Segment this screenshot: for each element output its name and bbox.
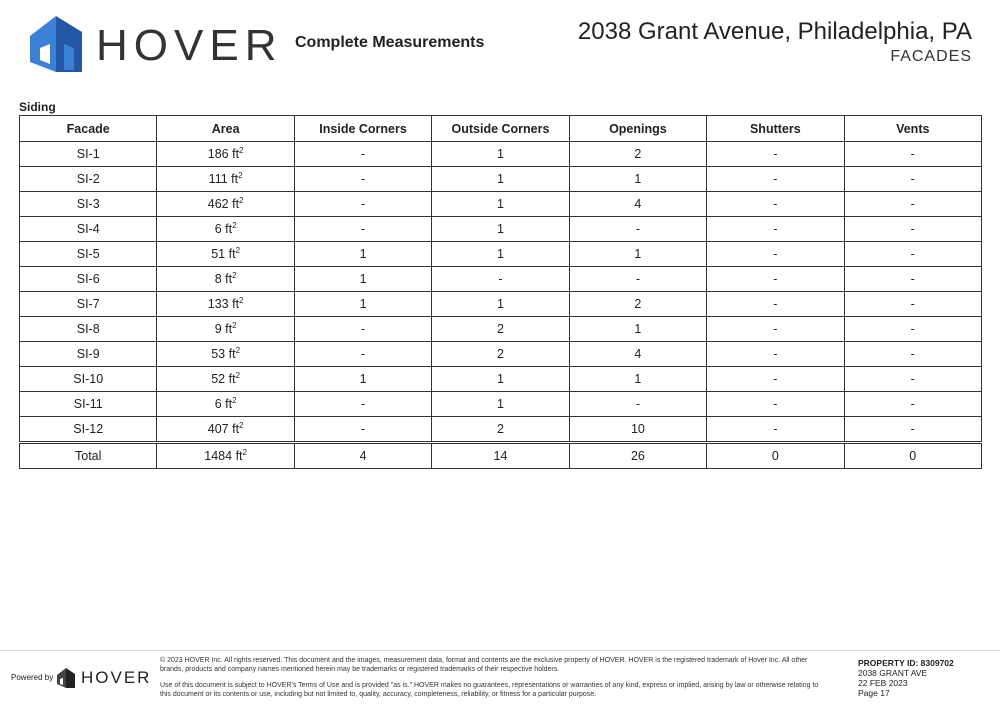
outside-corners-cell: 14 bbox=[432, 443, 569, 469]
shutters-cell: - bbox=[707, 317, 844, 342]
outside-corners-cell: 1 bbox=[432, 167, 569, 192]
table-row bbox=[20, 392, 982, 417]
area-unit-exponent: 2 bbox=[232, 395, 237, 405]
area-unit-exponent: 2 bbox=[235, 345, 241, 355]
area-value: 133 bbox=[207, 297, 229, 311]
inside-corners-cell: - bbox=[294, 142, 431, 167]
facade-cell: SI-3 bbox=[20, 192, 157, 217]
area-unit: ft bbox=[225, 322, 233, 336]
inside-corners-cell: - bbox=[294, 217, 431, 242]
table-row bbox=[20, 217, 982, 242]
area-value: 111 bbox=[208, 172, 228, 186]
table-row bbox=[20, 342, 982, 367]
column-header-vents: Vents bbox=[844, 116, 981, 142]
openings-cell: - bbox=[569, 217, 706, 242]
terms-text: Use of this document is subject to HOVER's Terms of Use and is provided "as is." HOVER makes no guarantees, representations or warranties of any kind, express or implied, arising by law or otherwise relating to this document or its contents or use, including but not limited to, quality, accuracy, completeness, reliability, or fitness for a particular purpose. bbox=[160, 682, 819, 698]
outside-corners-cell: 1 bbox=[432, 242, 569, 267]
table-row bbox=[20, 192, 982, 217]
column-header-inside-corners: Inside Corners bbox=[294, 116, 431, 142]
table-header-row bbox=[20, 116, 982, 142]
area-unit: ft bbox=[228, 347, 236, 361]
area-cell bbox=[157, 242, 294, 267]
hover-footer-logo-icon bbox=[56, 667, 76, 689]
area-cell bbox=[157, 192, 294, 217]
area-value: 407 bbox=[207, 422, 229, 436]
inside-corners-cell: 1 bbox=[294, 242, 431, 267]
facade-cell: SI-11 bbox=[20, 392, 157, 417]
area-unit: ft bbox=[231, 172, 239, 186]
column-header-area: Area bbox=[157, 116, 294, 142]
openings-cell: 10 bbox=[569, 417, 706, 443]
section-name: FACADES bbox=[890, 48, 972, 65]
facade-cell: SI-4 bbox=[20, 217, 157, 242]
report-header bbox=[0, 0, 1000, 90]
column-header-shutters: Shutters bbox=[707, 116, 844, 142]
area-cell bbox=[157, 317, 294, 342]
hover-house-logo-icon bbox=[28, 14, 84, 74]
area-unit: ft bbox=[225, 272, 233, 286]
area-value: 1484 bbox=[204, 449, 233, 463]
siding-section-label: Siding bbox=[19, 100, 56, 114]
area-unit: ft bbox=[228, 247, 236, 261]
column-header-outside-corners: Outside Corners bbox=[432, 116, 569, 142]
property-meta bbox=[858, 658, 954, 698]
area-value: 51 bbox=[211, 247, 226, 261]
openings-cell: 4 bbox=[569, 342, 706, 367]
shutters-cell: - bbox=[707, 292, 844, 317]
table-row bbox=[20, 242, 982, 267]
openings-cell: 1 bbox=[569, 242, 706, 267]
area-unit: ft bbox=[225, 222, 233, 236]
area-unit: ft bbox=[232, 197, 240, 211]
outside-corners-cell: 2 bbox=[432, 317, 569, 342]
facade-cell: SI-7 bbox=[20, 292, 157, 317]
openings-cell: - bbox=[569, 392, 706, 417]
area-unit: ft bbox=[232, 422, 240, 436]
openings-cell: 1 bbox=[569, 167, 706, 192]
area-value: 9 bbox=[214, 322, 222, 336]
area-cell bbox=[157, 417, 294, 443]
footer-divider bbox=[0, 650, 1000, 651]
column-header-openings: Openings bbox=[569, 116, 706, 142]
inside-corners-cell: 4 bbox=[294, 443, 431, 469]
total-row bbox=[20, 443, 982, 469]
area-value: 8 bbox=[214, 272, 222, 286]
area-unit-exponent: 2 bbox=[238, 170, 243, 180]
siding-table bbox=[19, 115, 982, 469]
page-number: Page 17 bbox=[858, 688, 890, 698]
brand-wordmark: HOVER bbox=[96, 21, 283, 70]
area-unit-exponent: 2 bbox=[239, 295, 244, 305]
vents-cell: - bbox=[844, 142, 981, 167]
report-date: 22 FEB 2023 bbox=[858, 678, 908, 688]
outside-corners-cell: 2 bbox=[432, 342, 569, 367]
facade-cell: SI-9 bbox=[20, 342, 157, 367]
column-header-facade: Facade bbox=[20, 116, 157, 142]
facade-cell: SI-6 bbox=[20, 267, 157, 292]
inside-corners-cell: - bbox=[294, 167, 431, 192]
area-cell bbox=[157, 342, 294, 367]
openings-cell: 1 bbox=[569, 367, 706, 392]
shutters-cell: - bbox=[707, 342, 844, 367]
shutters-cell: - bbox=[707, 167, 844, 192]
inside-corners-cell: - bbox=[294, 317, 431, 342]
footer-brand-wordmark: HOVER bbox=[81, 668, 152, 687]
facade-cell: SI-2 bbox=[20, 167, 157, 192]
vents-cell: - bbox=[844, 192, 981, 217]
area-unit-exponent: 2 bbox=[235, 245, 241, 255]
table-row bbox=[20, 167, 982, 192]
table-row bbox=[20, 417, 982, 443]
siding-table-body bbox=[20, 142, 982, 469]
vents-cell: - bbox=[844, 417, 981, 443]
report-title: Complete Measurements bbox=[295, 34, 485, 51]
area-cell bbox=[157, 392, 294, 417]
facade-cell: Total bbox=[20, 443, 157, 469]
shutters-cell: - bbox=[707, 192, 844, 217]
area-cell bbox=[157, 292, 294, 317]
property-address-short: 2038 GRANT AVE bbox=[858, 668, 928, 678]
area-cell bbox=[157, 367, 294, 392]
facade-cell: SI-10 bbox=[20, 367, 157, 392]
area-value: 53 bbox=[211, 347, 226, 361]
vents-cell: - bbox=[844, 342, 981, 367]
vents-cell: - bbox=[844, 167, 981, 192]
outside-corners-cell: 1 bbox=[432, 367, 569, 392]
shutters-cell: - bbox=[707, 367, 844, 392]
outside-corners-cell: 1 bbox=[432, 292, 569, 317]
inside-corners-cell: - bbox=[294, 342, 431, 367]
shutters-cell: - bbox=[707, 217, 844, 242]
table-row bbox=[20, 267, 982, 292]
outside-corners-cell: 1 bbox=[432, 217, 569, 242]
table-row bbox=[20, 292, 982, 317]
area-unit-exponent: 2 bbox=[235, 370, 241, 380]
vents-cell: - bbox=[844, 217, 981, 242]
openings-cell: 2 bbox=[569, 142, 706, 167]
openings-cell: 4 bbox=[569, 192, 706, 217]
area-value: 186 bbox=[207, 147, 229, 161]
shutters-cell: - bbox=[707, 142, 844, 167]
vents-cell: - bbox=[844, 242, 981, 267]
area-unit-exponent: 2 bbox=[232, 320, 237, 330]
area-unit-exponent: 2 bbox=[232, 270, 237, 280]
outside-corners-cell: - bbox=[432, 267, 569, 292]
table-row bbox=[20, 367, 982, 392]
area-unit-exponent: 2 bbox=[239, 145, 244, 155]
area-unit: ft bbox=[228, 372, 236, 386]
inside-corners-cell: 1 bbox=[294, 292, 431, 317]
property-address: 2038 Grant Avenue, Philadelphia, PA bbox=[577, 18, 972, 45]
vents-cell: - bbox=[844, 367, 981, 392]
area-unit-exponent: 2 bbox=[242, 447, 247, 457]
outside-corners-cell: 1 bbox=[432, 392, 569, 417]
area-value: 52 bbox=[211, 372, 226, 386]
vents-cell: - bbox=[844, 317, 981, 342]
inside-corners-cell: - bbox=[294, 392, 431, 417]
outside-corners-cell: 2 bbox=[432, 417, 569, 443]
area-cell bbox=[157, 167, 294, 192]
facade-cell: SI-1 bbox=[20, 142, 157, 167]
area-unit-exponent: 2 bbox=[232, 220, 237, 230]
copyright-text: © 2023 HOVER Inc. All rights reserved. This document and the images, measurement data, format and contents are the exclusive property of HOVER. HOVER is the registered trademark of Hover Inc. All other brands, products and company names mentioned herein may be trademarks or registered trademarks of their respective holders. bbox=[160, 657, 808, 673]
vents-cell: 0 bbox=[844, 443, 981, 469]
openings-cell: 1 bbox=[569, 317, 706, 342]
area-unit-exponent: 2 bbox=[239, 195, 244, 205]
powered-by-label: Powered by bbox=[11, 673, 54, 682]
openings-cell: 26 bbox=[569, 443, 706, 469]
property-id: PROPERTY ID: 8309702 bbox=[858, 658, 954, 668]
legal-notice bbox=[160, 656, 820, 706]
area-unit: ft bbox=[232, 147, 240, 161]
shutters-cell: 0 bbox=[707, 443, 844, 469]
facade-cell: SI-12 bbox=[20, 417, 157, 443]
area-unit: ft bbox=[232, 297, 240, 311]
openings-cell: - bbox=[569, 267, 706, 292]
area-cell bbox=[157, 443, 294, 469]
area-value: 6 bbox=[214, 222, 222, 236]
area-value: 462 bbox=[207, 197, 229, 211]
outside-corners-cell: 1 bbox=[432, 192, 569, 217]
inside-corners-cell: - bbox=[294, 417, 431, 443]
shutters-cell: - bbox=[707, 392, 844, 417]
inside-corners-cell: 1 bbox=[294, 367, 431, 392]
table-row bbox=[20, 317, 982, 342]
facade-cell: SI-8 bbox=[20, 317, 157, 342]
openings-cell: 2 bbox=[569, 292, 706, 317]
area-unit-exponent: 2 bbox=[239, 420, 244, 430]
area-unit: ft bbox=[225, 397, 233, 411]
vents-cell: - bbox=[844, 292, 981, 317]
outside-corners-cell: 1 bbox=[432, 142, 569, 167]
inside-corners-cell: - bbox=[294, 192, 431, 217]
area-cell bbox=[157, 217, 294, 242]
area-unit: ft bbox=[235, 449, 243, 463]
area-cell bbox=[157, 267, 294, 292]
facade-cell: SI-5 bbox=[20, 242, 157, 267]
shutters-cell: - bbox=[707, 417, 844, 443]
shutters-cell: - bbox=[707, 267, 844, 292]
vents-cell: - bbox=[844, 267, 981, 292]
shutters-cell: - bbox=[707, 242, 844, 267]
table-row bbox=[20, 142, 982, 167]
area-value: 6 bbox=[214, 397, 222, 411]
inside-corners-cell: 1 bbox=[294, 267, 431, 292]
vents-cell: - bbox=[844, 392, 981, 417]
area-cell bbox=[157, 142, 294, 167]
